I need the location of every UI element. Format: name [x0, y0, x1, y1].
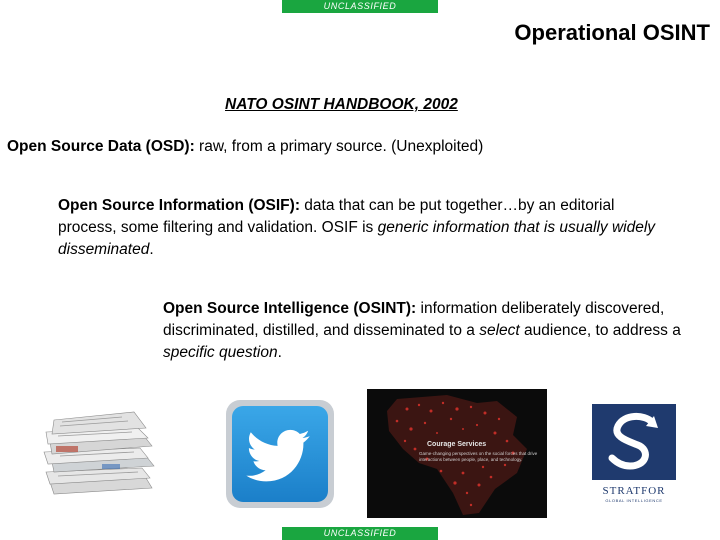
definition-osif [58, 195, 668, 261]
stratfor-tagline: GLOBAL INTELLIGENCE [605, 498, 663, 503]
osif-term: Open Source Information (OSIF): [58, 197, 300, 214]
osd-text: raw, from a primary source. (Unexploited) [194, 138, 484, 155]
osif-text-1: data that can be put together…by an editorial process, some filtering and validation. OSIF is [58, 197, 615, 236]
classification-banner-top: UNCLASSIFIED [282, 0, 438, 13]
osint-italic-2: specific question [163, 344, 278, 361]
osint-italic-1: select [479, 322, 520, 339]
slide-title: Operational OSINT [514, 20, 710, 45]
stratfor-wordmark: STRATFOR [602, 485, 666, 497]
stratfor-emblem-icon [592, 404, 676, 480]
osint-text-1: information deliberately discovered, discriminated, distilled, and disseminated to a [163, 300, 665, 339]
osd-term: Open Source Data (OSD): [7, 138, 195, 155]
newspaper-stack-icon [42, 408, 160, 496]
courage-services-map-image [367, 389, 547, 518]
slide-subtitle: NATO OSINT HANDBOOK, 2002 [225, 96, 458, 113]
osint-text-3: . [277, 344, 282, 361]
osif-text-2: . [149, 241, 154, 258]
twitter-logo [226, 400, 334, 508]
osint-term: Open Source Intelligence (OSINT): [163, 300, 417, 317]
definition-osint [163, 298, 703, 364]
map-subtitle: Game-changing perspectives on the social forces that drive interactions between people, place, and technology. [419, 451, 538, 462]
osif-italic-1: generic information that is usually widely disseminated [58, 219, 656, 258]
classification-banner-bottom: UNCLASSIFIED [282, 527, 438, 540]
stratfor-logo [588, 400, 680, 510]
definition-osd [7, 136, 483, 158]
osint-text-2: audience, to address a [519, 322, 681, 339]
twitter-bird-icon [232, 406, 328, 502]
map-title: Courage Services [427, 441, 487, 448]
